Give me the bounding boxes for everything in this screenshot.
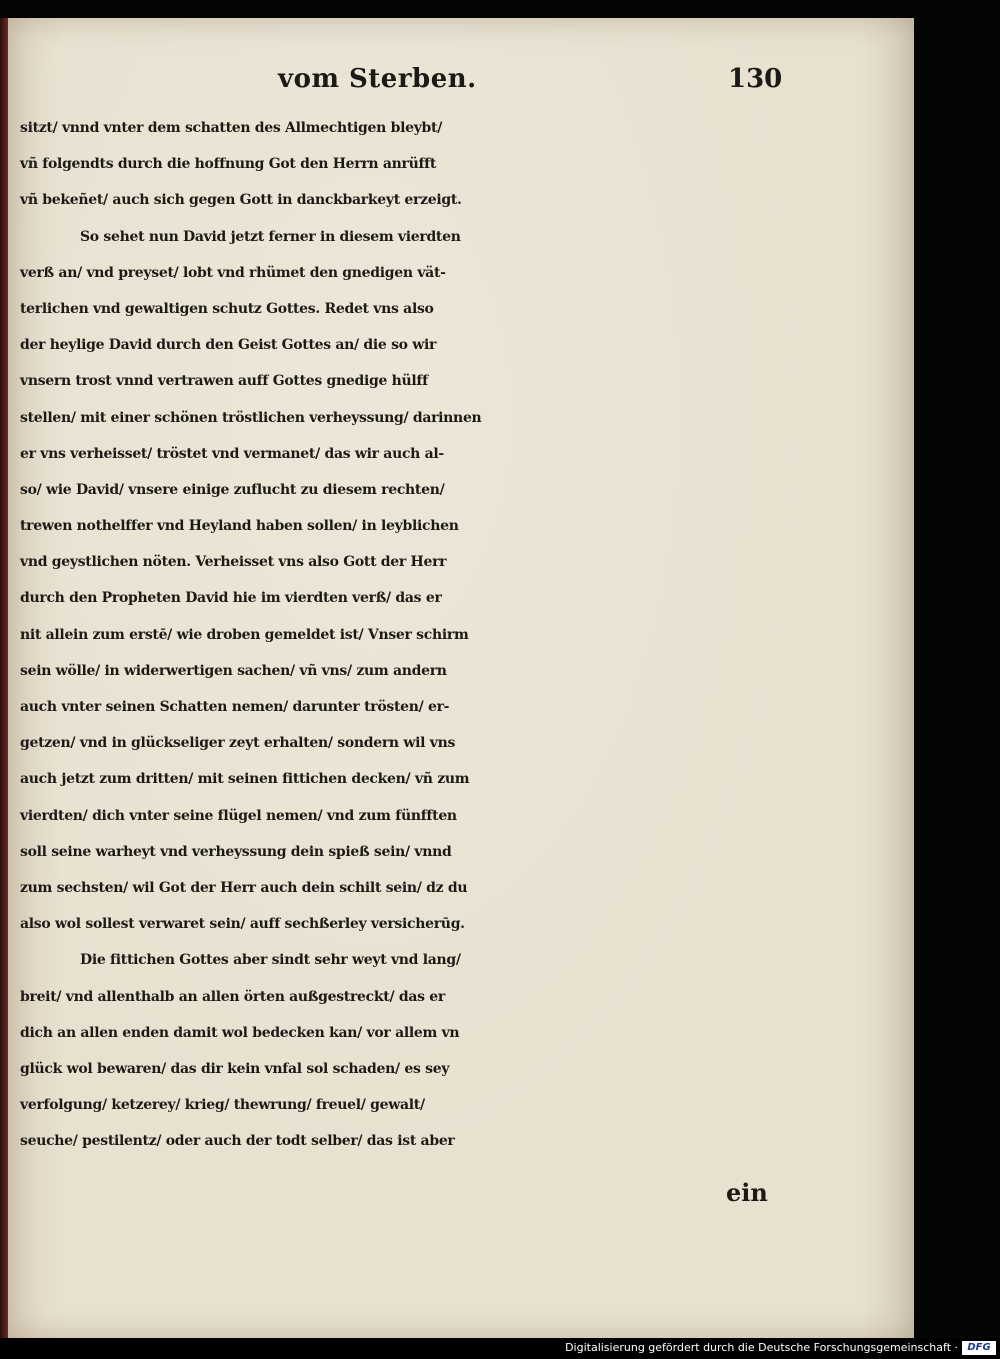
text-line: verß an/ vnd preyset/ lobt vnd rhümet den gnedigen vät- [20, 264, 446, 281]
text-line: vierdten/ dich vnter seine flügel nemen/ vnd zum fünfften [20, 807, 457, 824]
text-line: durch den Propheten David hie im vierdten verß/ das er [20, 590, 442, 607]
text-line: dich an allen enden damit wol bedecken kan/ vor allem vn [20, 1024, 460, 1041]
text-line: der heylige David durch den Geist Gottes an/ die so wir [20, 337, 437, 354]
text-line: also wol sollest verwaret sein/ auff sechßerley versicherūg. [20, 916, 465, 933]
text-line: seuche/ pestilentz/ oder auch der todt selber/ das ist aber [20, 1133, 455, 1150]
text-line: verfolgung/ ketzerey/ krieg/ thewrung/ freuel/ gewalt/ [20, 1097, 425, 1114]
text-line: breit/ vnd allenthalb an allen örten außgestreckt/ das er [20, 988, 445, 1005]
text-line: sitzt/ vnnd vnter dem schatten des Allmechtigen bleybt/ [20, 120, 443, 136]
text-line: stellen/ mit einer schönen tröstlichen verheyssung/ darinnen [20, 409, 482, 426]
book-edge [0, 18, 8, 1338]
text-line: nit allein zum erstē/ wie droben gemeldet ist/ Vnser schirm [20, 626, 469, 643]
text-line: vñ folgendts durch die hoffnung Got den Herrn anrüfft [20, 156, 437, 173]
text-line: So sehet nun David jetzt ferner in diesem vierdten [80, 228, 461, 245]
book-page [8, 18, 914, 1338]
text-line: getzen/ vnd in glückseliger zeyt erhalten/ sondern wil vns [20, 735, 456, 752]
text-line: terlichen vnd gewaltigen schutz Gottes. Redet vns also [20, 300, 434, 317]
text-line: Die fittichen Gottes aber sindt sehr weyt vnd lang/ [80, 952, 461, 969]
text-line: vnd geystlichen nöten. Verheisset vns also Gott der Herr [20, 554, 447, 571]
text-line: sein wölle/ in widerwertigen sachen/ vñ vns/ zum andern [20, 662, 447, 679]
text-line: soll seine warheyt vnd verheyssung dein spieß sein/ vnnd [20, 843, 452, 860]
page-header [8, 64, 914, 108]
digitization-footer [0, 1338, 1000, 1359]
text-line: trewen nothelffer vnd Heyland haben sollen/ in leyblichen [20, 518, 459, 535]
text-line: glück wol bewaren/ das dir kein vnfal sol schaden/ es sey [20, 1060, 450, 1077]
catchword: ein [726, 1178, 768, 1207]
text-line: er vns verheisset/ tröstet vnd vermanet/ das wir auch al- [20, 445, 444, 462]
text-block [20, 110, 820, 1159]
text-line: zum sechsten/ wil Got der Herr auch dein schilt sein/ dz du [20, 879, 468, 896]
text-line: auch vnter seinen Schatten nemen/ darunter trösten/ er- [20, 699, 450, 715]
text-line: auch jetzt zum dritten/ mit seinen fittichen decken/ vñ zum [20, 771, 470, 788]
running-head: vom Sterben. [278, 64, 477, 94]
dfg-logo: DFG [962, 1341, 996, 1355]
text-line: vñ bekeñet/ auch sich gegen Gott in danckbarkeyt erzeigt. [20, 192, 462, 209]
page-number: 130 [728, 64, 783, 94]
text-line: vnsern trost vnnd vertrawen auff Gottes gnedige hülff [20, 373, 428, 390]
funding-credit: Digitalisierung gefördert durch die Deutsche Forschungsgemeinschaft · [565, 1341, 958, 1354]
text-line: so/ wie David/ vnsere einige zuflucht zu diesem rechten/ [20, 481, 445, 498]
